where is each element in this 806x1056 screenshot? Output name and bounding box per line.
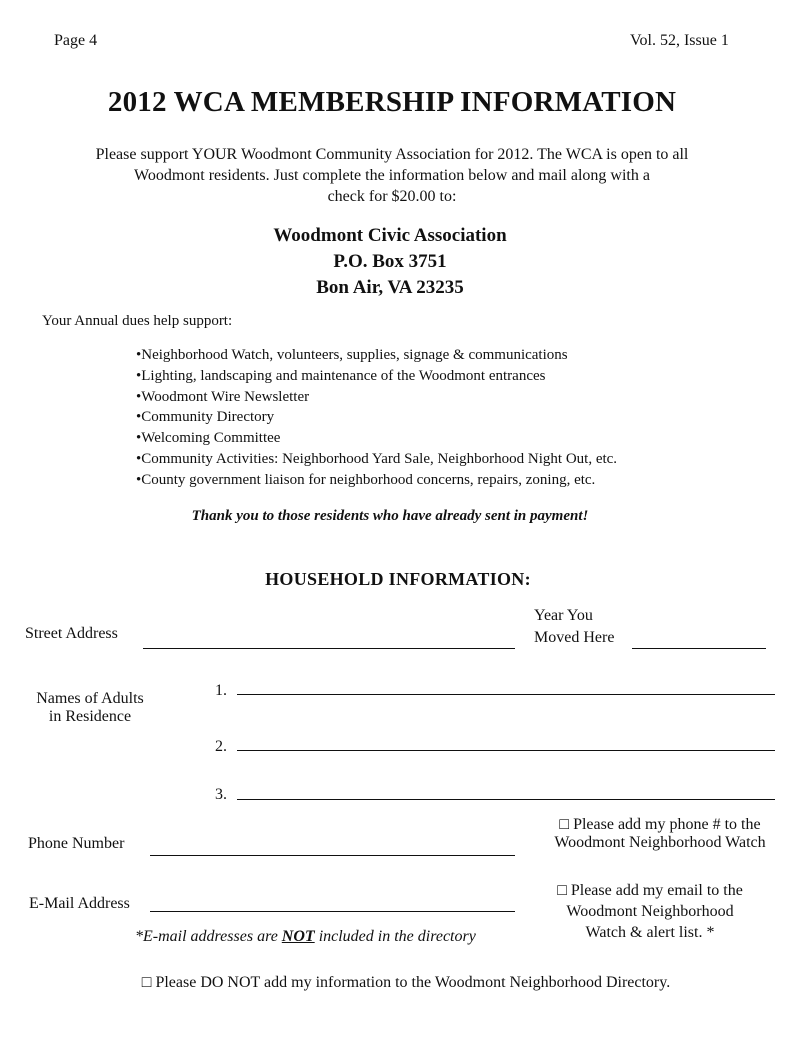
list-item: •Community Directory bbox=[136, 409, 275, 426]
page-title: 2012 WCA MEMBERSHIP INFORMATION bbox=[107, 86, 677, 118]
adult-number: 2. bbox=[215, 738, 227, 755]
intro-line: Woodmont residents. Just complete the information below and mail along with a bbox=[134, 167, 650, 184]
directory-optout-checkbox[interactable]: □ Please DO NOT add my information to the Woodmont Neighborhood Directory. bbox=[141, 974, 671, 991]
email-note-prefix: *E-mail addresses are bbox=[135, 928, 282, 945]
dues-intro: Your Annual dues help support: bbox=[42, 313, 233, 329]
phone-number-field[interactable] bbox=[150, 855, 515, 856]
list-item: •Woodmont Wire Newsletter bbox=[136, 388, 310, 405]
address-city: Bon Air, VA 23235 bbox=[316, 277, 464, 298]
adults-label-line1: Names of Adults bbox=[36, 690, 144, 707]
phone-watch-checkbox-line2: Woodmont Neighborhood Watch bbox=[554, 834, 766, 851]
adult-number: 1. bbox=[215, 682, 227, 699]
mailing-address bbox=[0, 223, 780, 301]
list-item: •Welcoming Committee bbox=[136, 430, 281, 447]
phone-number-label: Phone Number bbox=[28, 835, 125, 852]
street-address-label: Street Address bbox=[25, 625, 118, 642]
list-item: •Community Activities: Neighborhood Yard Sale, Neighborhood Night Out, etc. bbox=[136, 450, 618, 467]
adult-number: 3. bbox=[215, 786, 227, 803]
intro-line: check for $20.00 to: bbox=[327, 188, 457, 205]
adult-name-field-2[interactable] bbox=[237, 750, 775, 751]
email-note-emphasis: NOT bbox=[281, 928, 315, 945]
adult-name-field-3[interactable] bbox=[237, 799, 775, 800]
email-alert-checkbox[interactable] bbox=[520, 880, 780, 943]
email-directory-note bbox=[135, 928, 476, 946]
email-address-field[interactable] bbox=[150, 911, 515, 912]
email-address-label: E-Mail Address bbox=[29, 895, 130, 912]
email-note-suffix: included in the directory bbox=[314, 928, 476, 945]
list-item: •County government liaison for neighborhood concerns, repairs, zoning, etc. bbox=[136, 471, 596, 488]
list-item: •Neighborhood Watch, volunteers, supplies, signage & communications bbox=[136, 347, 568, 363]
email-alert-checkbox-line2: Woodmont Neighborhood bbox=[566, 903, 734, 920]
address-name: Woodmont Civic Association bbox=[273, 225, 507, 246]
intro-line: Please support YOUR Woodmont Community Association for 2012. The WCA is open to all bbox=[95, 146, 689, 163]
page-number: Page 4 bbox=[54, 32, 98, 49]
street-address-field[interactable] bbox=[143, 648, 515, 649]
year-moved-field[interactable] bbox=[632, 648, 766, 649]
address-box: P.O. Box 3751 bbox=[333, 251, 447, 272]
dues-bullet-list bbox=[136, 345, 617, 491]
household-heading: HOUSEHOLD INFORMATION: bbox=[265, 569, 531, 589]
adults-label-line2: in Residence bbox=[48, 708, 132, 725]
adult-name-field-1[interactable] bbox=[237, 694, 775, 695]
email-alert-checkbox-line1: □ Please add my email to the bbox=[557, 882, 743, 899]
phone-watch-checkbox-line1: □ Please add my phone # to the bbox=[559, 816, 761, 833]
issue-label: Vol. 52, Issue 1 bbox=[630, 32, 729, 49]
list-item: •Lighting, landscaping and maintenance of the Woodmont entrances bbox=[136, 367, 546, 384]
intro-paragraph bbox=[30, 144, 754, 207]
thank-you-note: Thank you to those residents who have already sent in payment! bbox=[191, 508, 589, 524]
email-alert-checkbox-line3: Watch & alert list. * bbox=[585, 924, 715, 941]
year-moved-label-line2: Moved Here bbox=[534, 629, 615, 646]
year-moved-label-line1: Year You bbox=[534, 607, 593, 624]
phone-watch-checkbox[interactable] bbox=[530, 816, 790, 852]
adults-label bbox=[20, 690, 160, 726]
